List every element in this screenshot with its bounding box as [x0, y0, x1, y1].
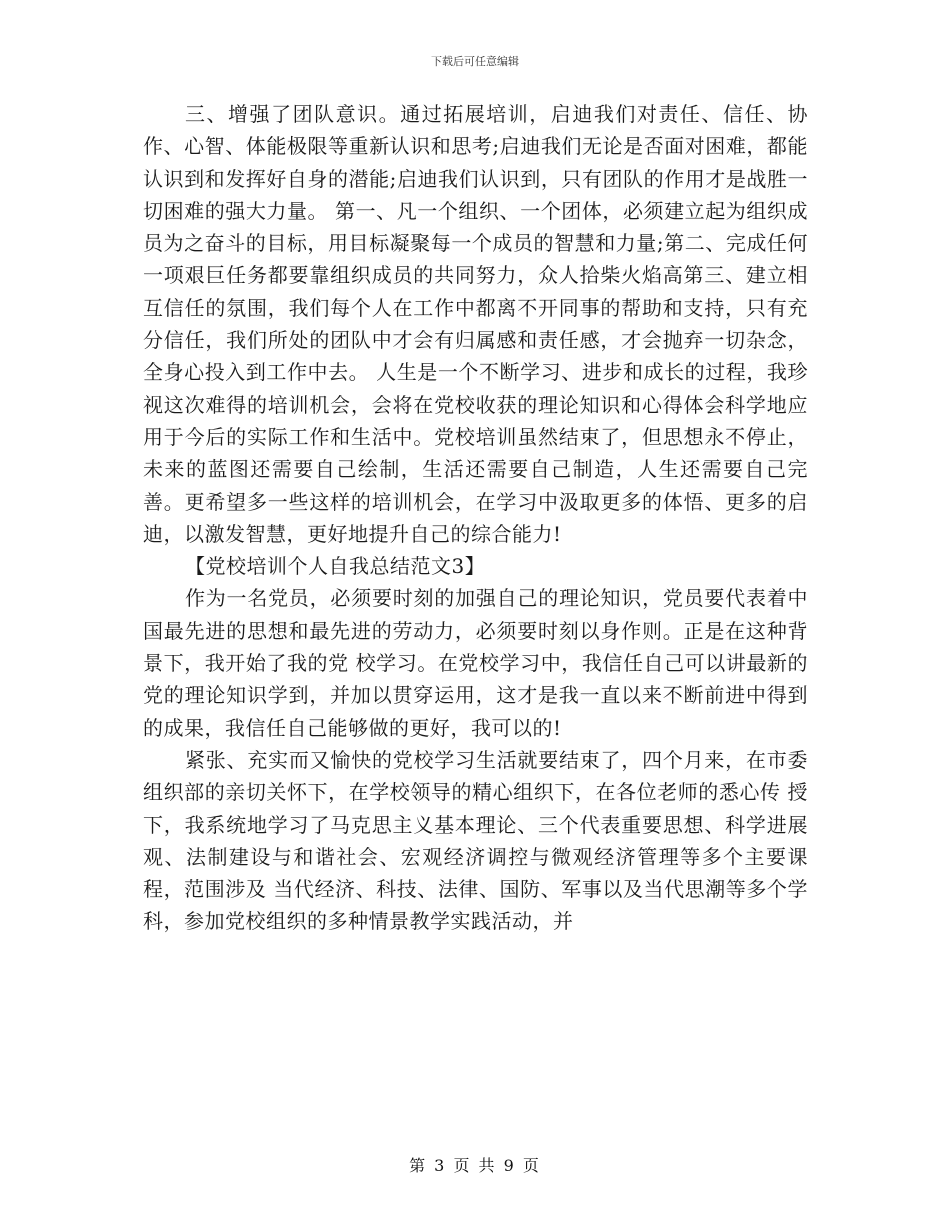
paragraph-team-awareness: 三、增强了团队意识。通过拓展培训，启迪我们对责任、信任、协作、心智、体能极限等重新认识和思考;启迪我们无论是否面对困难，都能认识到和发挥好自身的潜能;启迪我们认识到，只有团队的作用才是战胜一切困难的强大力量。 第一、凡一个组织、一个团体，必须建立起为组织成员为之奋斗的目标，用目标凝聚每一个成员的智慧和力量;第二、完成任何一项艰巨任务都要靠组织成员的共同努力，众人拾柴火焰高第三、建立相互信任的氛围，我们每个人在工作中都离不开同事的帮助和支持，只有充分信任，我们所处的团队中才会有归属感和责任感，才会抛弃一切杂念，全身心投入到工作中去。 人生是一个不断学习、进步和成长的过程，我珍视这次难得的培训机会，会将在党校收获的理论知识和心得体会科学地应用于今后的实际工作和生活中。党校培训虽然结束了，但思想永不停止，未来的蓝图还需要自己绘制，生活还需要自己制造，人生还需要自己完善。更希望多一些这样的培训机会，在学习中汲取更多的体悟、更多的启迪，以激发智慧，更好地提升自己的综合能力! [143, 102, 808, 546]
paragraph-party-member: 作为一名党员，必须要时刻的加强自己的理论知识，党员要代表着中国最先进的思想和最先进的劳动力，必须要时刻以身作则。正是在这种背景下，我开始了我的党 校学习。在党校学习中，我信任自己可以讲最新的党的理论知识学到，并加以贯穿运用，这才是我一直以来不断前进中得到的成果，我信任自己能够做的更好，我可以的! [143, 586, 808, 740]
page-header: 下载后可任意编辑 [431, 55, 519, 68]
section-heading: 【党校培训个人自我总结范文3】 [185, 554, 486, 579]
paragraph-study-summary: 紧张、充实而又愉快的党校学习生活就要结束了，四个月来，在市委组织部的亲切关怀下，在学校领导的精心组织下，在各位老师的悉心传 授下，我系统地学习了马克思主义基本理论、三个代表重要思想、科学进展观、法制建设与和谐社会、宏观经济调控与微观经济管理等多个主要课程，范围涉及 当代经济、科技、法律、国防、军事以及当代思潮等多个学科，参加党校组织的多种情景教学实践活动，并 [143, 747, 808, 934]
document-body [143, 98, 808, 938]
page-number-footer: 第 3 页 共 9 页 [409, 1156, 541, 1175]
